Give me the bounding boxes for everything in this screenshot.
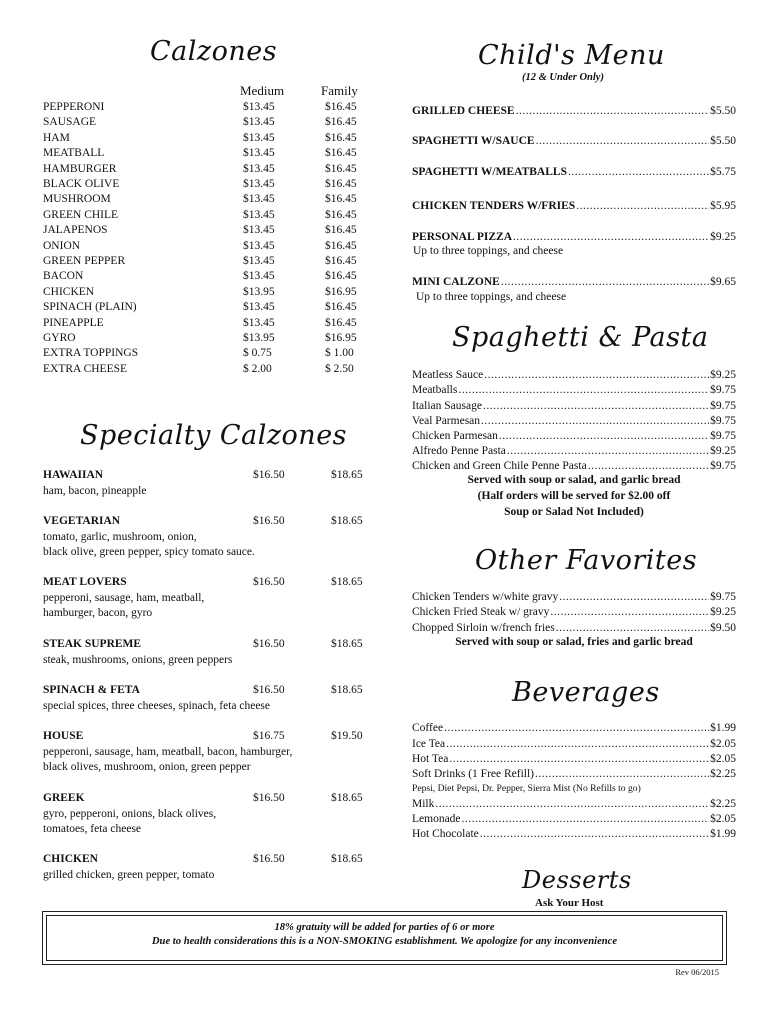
- beverage-item-price: $2.25: [710, 798, 736, 810]
- calzone-row: [43, 300, 373, 316]
- beverages-title: Beverages: [512, 677, 660, 708]
- calzone-family-price: $16.45: [325, 147, 357, 160]
- dot-leader: [446, 737, 709, 752]
- calzone-name: EXTRA TOPPINGS: [43, 347, 139, 360]
- calzone-row: [43, 285, 373, 301]
- specialty-calzone-description: tomato, garlic, mushroom, onion,: [43, 530, 197, 543]
- gratuity-notice: 18% gratuity will be added for parties of 6 or more: [274, 922, 495, 933]
- beverage-item-name: Ice Tea: [412, 738, 446, 750]
- calzone-medium-price: $13.95: [243, 285, 275, 298]
- favorite-item-name: Chicken Fried Steak w/ gravy: [412, 606, 550, 618]
- calzone-name: PEPPERONI: [43, 101, 105, 113]
- specialty-calzone-description: grilled chicken, green pepper, tomato: [43, 868, 215, 881]
- dot-leader: [483, 399, 709, 414]
- specialty-calzone-family-price: $18.65: [331, 853, 363, 865]
- calzone-row: [43, 331, 373, 347]
- specialty-calzone-medium-price: $16.50: [253, 469, 285, 481]
- specialty-calzone-name: HAWAIIAN: [43, 469, 104, 481]
- childs-menu-item: [412, 199, 736, 214]
- calzone-row: [43, 131, 373, 147]
- calzone-name: GREEN PEPPER: [43, 255, 126, 267]
- specialty-calzone-medium-price: $16.50: [253, 515, 285, 527]
- calzone-medium-price: $13.95: [243, 332, 275, 344]
- specialty-calzone-medium-price: $16.50: [253, 684, 285, 696]
- favorite-item: [412, 605, 736, 620]
- childs-menu-item-price: $9.25: [710, 231, 736, 243]
- specialty-calzone-family-price: $18.65: [331, 576, 363, 588]
- calzone-medium-price: $13.45: [243, 101, 275, 113]
- favorite-item-price: $9.50: [710, 622, 736, 634]
- desserts-subtitle: Ask Your Host: [535, 897, 604, 909]
- childs-menu-item-price: $5.75: [710, 166, 736, 178]
- calzone-family-price: $16.45: [325, 101, 357, 113]
- childs-menu-item-price: $9.65: [710, 276, 736, 288]
- dot-leader: [435, 797, 709, 812]
- calzone-row: [43, 316, 373, 332]
- dot-leader: [516, 104, 710, 119]
- calzone-family-price: $16.45: [325, 239, 357, 252]
- specialty-calzone-item: [43, 468, 373, 499]
- footer-notice-inner: [46, 915, 723, 961]
- calzone-medium-price: $13.45: [243, 224, 275, 237]
- favorite-item-price: $9.25: [710, 606, 736, 618]
- specialty-calzone-medium-price: $16.50: [253, 792, 285, 804]
- calzone-family-price: $16.45: [325, 224, 357, 237]
- calzone-family-price: $16.45: [325, 116, 357, 129]
- calzone-medium-price: $13.45: [243, 270, 275, 283]
- childs-menu-item-price: $5.50: [710, 105, 736, 117]
- specialty-calzone-description: black olive, green pepper, spicy tomato sauce.: [43, 546, 255, 558]
- calzone-name: MEATBALL: [43, 147, 105, 160]
- pasta-note: Served with soup or salad, and garlic bread: [467, 474, 681, 486]
- pasta-item-price: $9.25: [710, 445, 736, 457]
- calzone-family-price: $16.45: [325, 178, 357, 190]
- calzone-row: [43, 269, 373, 285]
- beverage-item: [412, 827, 736, 842]
- calzone-family-price: $16.45: [325, 131, 357, 144]
- childs-menu-item: [412, 230, 736, 245]
- calzone-medium-price: $13.45: [243, 316, 275, 329]
- beverage-item-price: $2.25: [710, 768, 736, 780]
- calzone-medium-price: $13.45: [243, 193, 275, 206]
- calzone-name: GYRO: [43, 332, 76, 344]
- dot-leader: [484, 368, 709, 383]
- medium-header: Medium: [240, 83, 285, 98]
- childs-menu-item: [412, 134, 736, 149]
- specialty-calzone-header: [43, 514, 373, 530]
- pasta-item-price: $9.75: [710, 460, 736, 472]
- calzone-family-price: $16.45: [325, 208, 357, 221]
- calzone-name: BACON: [43, 270, 84, 283]
- specialty-calzone-medium-price: $16.50: [253, 638, 285, 650]
- specialty-calzone-name: GREEK: [43, 792, 85, 804]
- pasta-item-name: Meatballs: [412, 384, 458, 396]
- beverage-item: [412, 767, 736, 782]
- dot-leader: [513, 230, 709, 245]
- calzone-family-price: $16.95: [325, 285, 357, 298]
- beverage-item-name: Coffee: [412, 722, 444, 734]
- specialty-calzone-description: hamburger, bacon, gyro: [43, 607, 153, 619]
- favorite-item-name: Chicken Tenders w/white gravy: [412, 591, 559, 603]
- dot-leader: [444, 721, 709, 736]
- specialty-calzone-item: [43, 514, 373, 561]
- specialty-calzone-header: [43, 468, 373, 484]
- specialty-calzone-name: MEAT LOVERS: [43, 576, 127, 588]
- childs-menu-item-name: PERSONAL PIZZA: [412, 231, 513, 243]
- specialty-calzone-header: [43, 637, 373, 653]
- specialty-calzone-name: VEGETARIAN: [43, 515, 121, 527]
- specialty-calzone-item: [43, 791, 373, 838]
- specialty-calzone-name: STEAK SUPREME: [43, 638, 142, 650]
- calzone-row: [43, 192, 373, 208]
- calzone-family-price: $16.45: [325, 316, 357, 329]
- calzone-name: SPINACH (PLAIN): [43, 301, 137, 314]
- calzone-medium-price: $13.45: [243, 301, 275, 314]
- childs-menu-subtitle: (12 & Under Only): [522, 72, 604, 83]
- specialty-calzone-item: [43, 575, 373, 622]
- specialty-calzone-item: [43, 637, 373, 668]
- specialty-calzone-header: [43, 729, 373, 745]
- specialty-calzone-name: CHICKEN: [43, 853, 98, 865]
- calzone-medium-price: $13.45: [243, 116, 275, 129]
- specialty-calzone-family-price: $18.65: [331, 515, 363, 527]
- other-favorites-title: Other Favorites: [475, 545, 698, 576]
- calzone-medium-price: $13.45: [243, 147, 275, 160]
- pasta-item-price: $9.25: [710, 369, 736, 381]
- beverage-item-price: $2.05: [710, 813, 736, 825]
- calzone-row: [43, 146, 373, 162]
- pasta-item: [412, 414, 736, 429]
- beverage-item-name: Lemonade: [412, 813, 461, 825]
- beverage-item-name: Hot Chocolate: [412, 828, 479, 840]
- pasta-item-name: Veal Parmesan: [412, 415, 481, 427]
- calzones-title: Calzones: [150, 36, 278, 67]
- childs-menu-item-note: Up to three toppings, and cheese: [416, 291, 567, 303]
- specialty-calzone-item: [43, 729, 373, 776]
- pasta-item-name: Chicken Parmesan: [412, 430, 498, 442]
- calzone-medium-price: $13.45: [243, 178, 275, 190]
- pasta-item: [412, 399, 736, 414]
- calzone-row: [43, 239, 373, 255]
- childs-menu-item: [412, 165, 736, 180]
- calzone-family-price: $16.45: [325, 162, 357, 175]
- dot-leader: [458, 383, 709, 398]
- specialty-calzone-name: HOUSE: [43, 730, 84, 742]
- pasta-item-name: Chicken and Green Chile Penne Pasta: [412, 460, 587, 472]
- non-smoking-notice: Due to health considerations this is a NON-SMOKING establishment. We apologize for any inconvenience: [151, 936, 618, 947]
- favorite-item: [412, 590, 736, 605]
- calzone-medium-price: $13.45: [243, 255, 275, 267]
- pasta-item: [412, 459, 736, 474]
- pasta-item-name: Italian Sausage: [412, 400, 482, 412]
- pasta-note: (Half orders will be served for $2.00 off: [477, 490, 671, 502]
- calzone-family-price: $16.95: [325, 332, 357, 344]
- calzone-name: JALAPENOS: [43, 224, 108, 237]
- pasta-note: Soup or Salad Not Included): [504, 506, 644, 518]
- calzone-medium-price: $13.45: [243, 162, 275, 175]
- footer-notice-box: [42, 911, 727, 965]
- dot-leader: [507, 444, 709, 459]
- specialty-calzone-header: [43, 852, 373, 868]
- childs-menu-item: [412, 104, 736, 119]
- calzone-name: GREEN CHILE: [43, 208, 119, 221]
- beverage-item-price: $2.05: [710, 738, 736, 750]
- calzone-row: [43, 208, 373, 224]
- pasta-item: [412, 444, 736, 459]
- specialty-calzone-family-price: $18.65: [331, 638, 363, 650]
- specialty-calzone-name: SPINACH & FETA: [43, 684, 140, 696]
- family-header: Family: [321, 83, 358, 98]
- calzone-name: PINEAPPLE: [43, 316, 104, 329]
- dot-leader: [481, 414, 709, 429]
- calzone-row: [43, 100, 373, 116]
- childs-menu-item-name: MINI CALZONE: [412, 276, 500, 288]
- dot-leader: [499, 429, 709, 444]
- calzone-name: EXTRA CHEESE: [43, 362, 128, 375]
- dot-leader: [536, 134, 710, 149]
- specialty-calzone-description: special spices, three cheeses, spinach, feta cheese: [43, 699, 271, 712]
- calzone-row: [43, 254, 373, 270]
- calzone-medium-price: $13.45: [243, 131, 275, 144]
- favorite-item-name: Chopped Sirloin w/french fries: [412, 622, 555, 634]
- dot-leader: [568, 165, 709, 180]
- childs-menu-item-price: $5.50: [710, 135, 736, 147]
- calzone-name: HAMBURGER: [43, 162, 117, 175]
- beverage-item: [412, 812, 736, 827]
- childs-menu-item-note: Up to three toppings, and cheese: [413, 245, 564, 257]
- childs-menu-item-name: CHICKEN TENDERS W/FRIES: [412, 200, 576, 212]
- specialty-calzone-description: ham, bacon, pineapple: [43, 484, 147, 497]
- childs-menu-item-name: GRILLED CHEESE: [412, 105, 515, 117]
- pasta-item-name: Alfredo Penne Pasta: [412, 445, 506, 457]
- specialty-calzone-description: black olives, mushroom, onion, green pepper: [43, 761, 251, 773]
- specialty-calzone-header: [43, 575, 373, 591]
- calzone-medium-price: $ 2.00: [243, 362, 272, 375]
- specialty-calzone-description: pepperoni, sausage, ham, meatball, bacon, hamburger,: [43, 745, 293, 758]
- calzone-family-price: $ 2.50: [325, 362, 354, 375]
- beverage-item-price: $2.05: [710, 753, 736, 765]
- calzone-family-price: $16.45: [325, 255, 357, 267]
- childs-menu-item-name: SPAGHETTI W/SAUCE: [412, 135, 535, 147]
- favorites-note: Served with soup or salad, fries and garlic bread: [455, 636, 693, 648]
- specialty-calzone-description: steak, mushrooms, onions, green peppers: [43, 653, 233, 666]
- dot-leader: [535, 767, 709, 782]
- calzone-family-price: $16.45: [325, 270, 357, 283]
- specialty-calzone-medium-price: $16.75: [253, 730, 285, 742]
- beverage-item-name: Hot Tea: [412, 753, 449, 765]
- dot-leader: [550, 605, 709, 620]
- dot-leader: [559, 590, 709, 605]
- pasta-item-price: $9.75: [710, 384, 736, 396]
- dot-leader: [480, 827, 709, 842]
- childs-menu-item-name: SPAGHETTI W/MEATBALLS: [412, 166, 567, 178]
- dot-leader: [501, 275, 709, 290]
- beverage-item: [412, 721, 736, 736]
- calzone-name: ONION: [43, 239, 81, 252]
- specialty-calzone-family-price: $18.65: [331, 792, 363, 804]
- calzone-name: MUSHROOM: [43, 193, 111, 206]
- revision-date: Rev 06/2015: [675, 967, 719, 977]
- favorite-item-price: $9.75: [710, 591, 736, 603]
- beverage-item: [412, 737, 736, 752]
- specialty-calzone-description: gyro, pepperoni, onions, black olives,: [43, 807, 217, 820]
- pasta-item: [412, 383, 736, 398]
- beverage-item-price: $1.99: [710, 828, 736, 840]
- dot-leader: [449, 752, 709, 767]
- calzone-medium-price: $13.45: [243, 239, 275, 252]
- soft-drink-note: Pepsi, Diet Pepsi, Dr. Pepper, Sierra Mist (No Refills to go): [412, 783, 641, 794]
- calzone-row: [43, 346, 373, 362]
- pasta-title: Spaghetti & Pasta: [452, 322, 709, 353]
- specialty-calzone-item: [43, 683, 373, 714]
- specialty-calzone-description: pepperoni, sausage, ham, meatball,: [43, 591, 205, 604]
- specialty-calzone-item: [43, 852, 373, 883]
- calzone-medium-price: $13.45: [243, 208, 275, 221]
- calzone-row: [43, 115, 373, 131]
- desserts-title: Desserts: [522, 866, 632, 894]
- beverage-item-name: Milk: [412, 798, 435, 810]
- specialty-calzone-description: tomatoes, feta cheese: [43, 823, 142, 835]
- calzone-name: CHICKEN: [43, 285, 95, 298]
- pasta-item-price: $9.75: [710, 400, 736, 412]
- pasta-item-name: Meatless Sauce: [412, 369, 484, 381]
- dot-leader: [588, 459, 709, 474]
- specialty-calzone-header: [43, 683, 373, 699]
- beverage-item: [412, 752, 736, 767]
- specialty-calzone-family-price: $19.50: [331, 730, 363, 742]
- calzones-column-headers: [0, 83, 400, 99]
- specialty-calzones-title: Specialty Calzones: [80, 420, 348, 451]
- calzone-row: [43, 362, 373, 378]
- beverage-item-name: Soft Drinks (1 Free Refill): [412, 768, 535, 780]
- pasta-item-price: $9.75: [710, 430, 736, 442]
- childs-menu-item: [412, 275, 736, 290]
- beverage-item-price: $1.99: [710, 722, 736, 734]
- calzone-row: [43, 223, 373, 239]
- dot-leader: [576, 199, 709, 214]
- calzone-name: BLACK OLIVE: [43, 178, 120, 190]
- calzone-family-price: $ 1.00: [325, 347, 354, 360]
- pasta-item-price: $9.75: [710, 415, 736, 427]
- specialty-calzone-header: [43, 791, 373, 807]
- specialty-calzone-family-price: $18.65: [331, 684, 363, 696]
- pasta-item: [412, 368, 736, 383]
- calzone-name: HAM: [43, 131, 70, 144]
- calzone-medium-price: $ 0.75: [243, 347, 272, 360]
- specialty-calzone-medium-price: $16.50: [253, 576, 285, 588]
- calzone-family-price: $16.45: [325, 301, 357, 314]
- calzone-family-price: $16.45: [325, 193, 357, 206]
- calzone-name: SAUSAGE: [43, 116, 97, 129]
- pasta-item: [412, 429, 736, 444]
- calzone-row: [43, 177, 373, 193]
- beverage-item: [412, 797, 736, 812]
- childs-menu-item-price: $5.95: [710, 200, 736, 212]
- favorite-item: [412, 621, 736, 636]
- dot-leader: [462, 812, 710, 827]
- dot-leader: [556, 621, 709, 636]
- calzone-row: [43, 162, 373, 178]
- childs-menu-title: Child's Menu: [478, 40, 665, 71]
- specialty-calzone-family-price: $18.65: [331, 469, 363, 481]
- specialty-calzone-medium-price: $16.50: [253, 853, 285, 865]
